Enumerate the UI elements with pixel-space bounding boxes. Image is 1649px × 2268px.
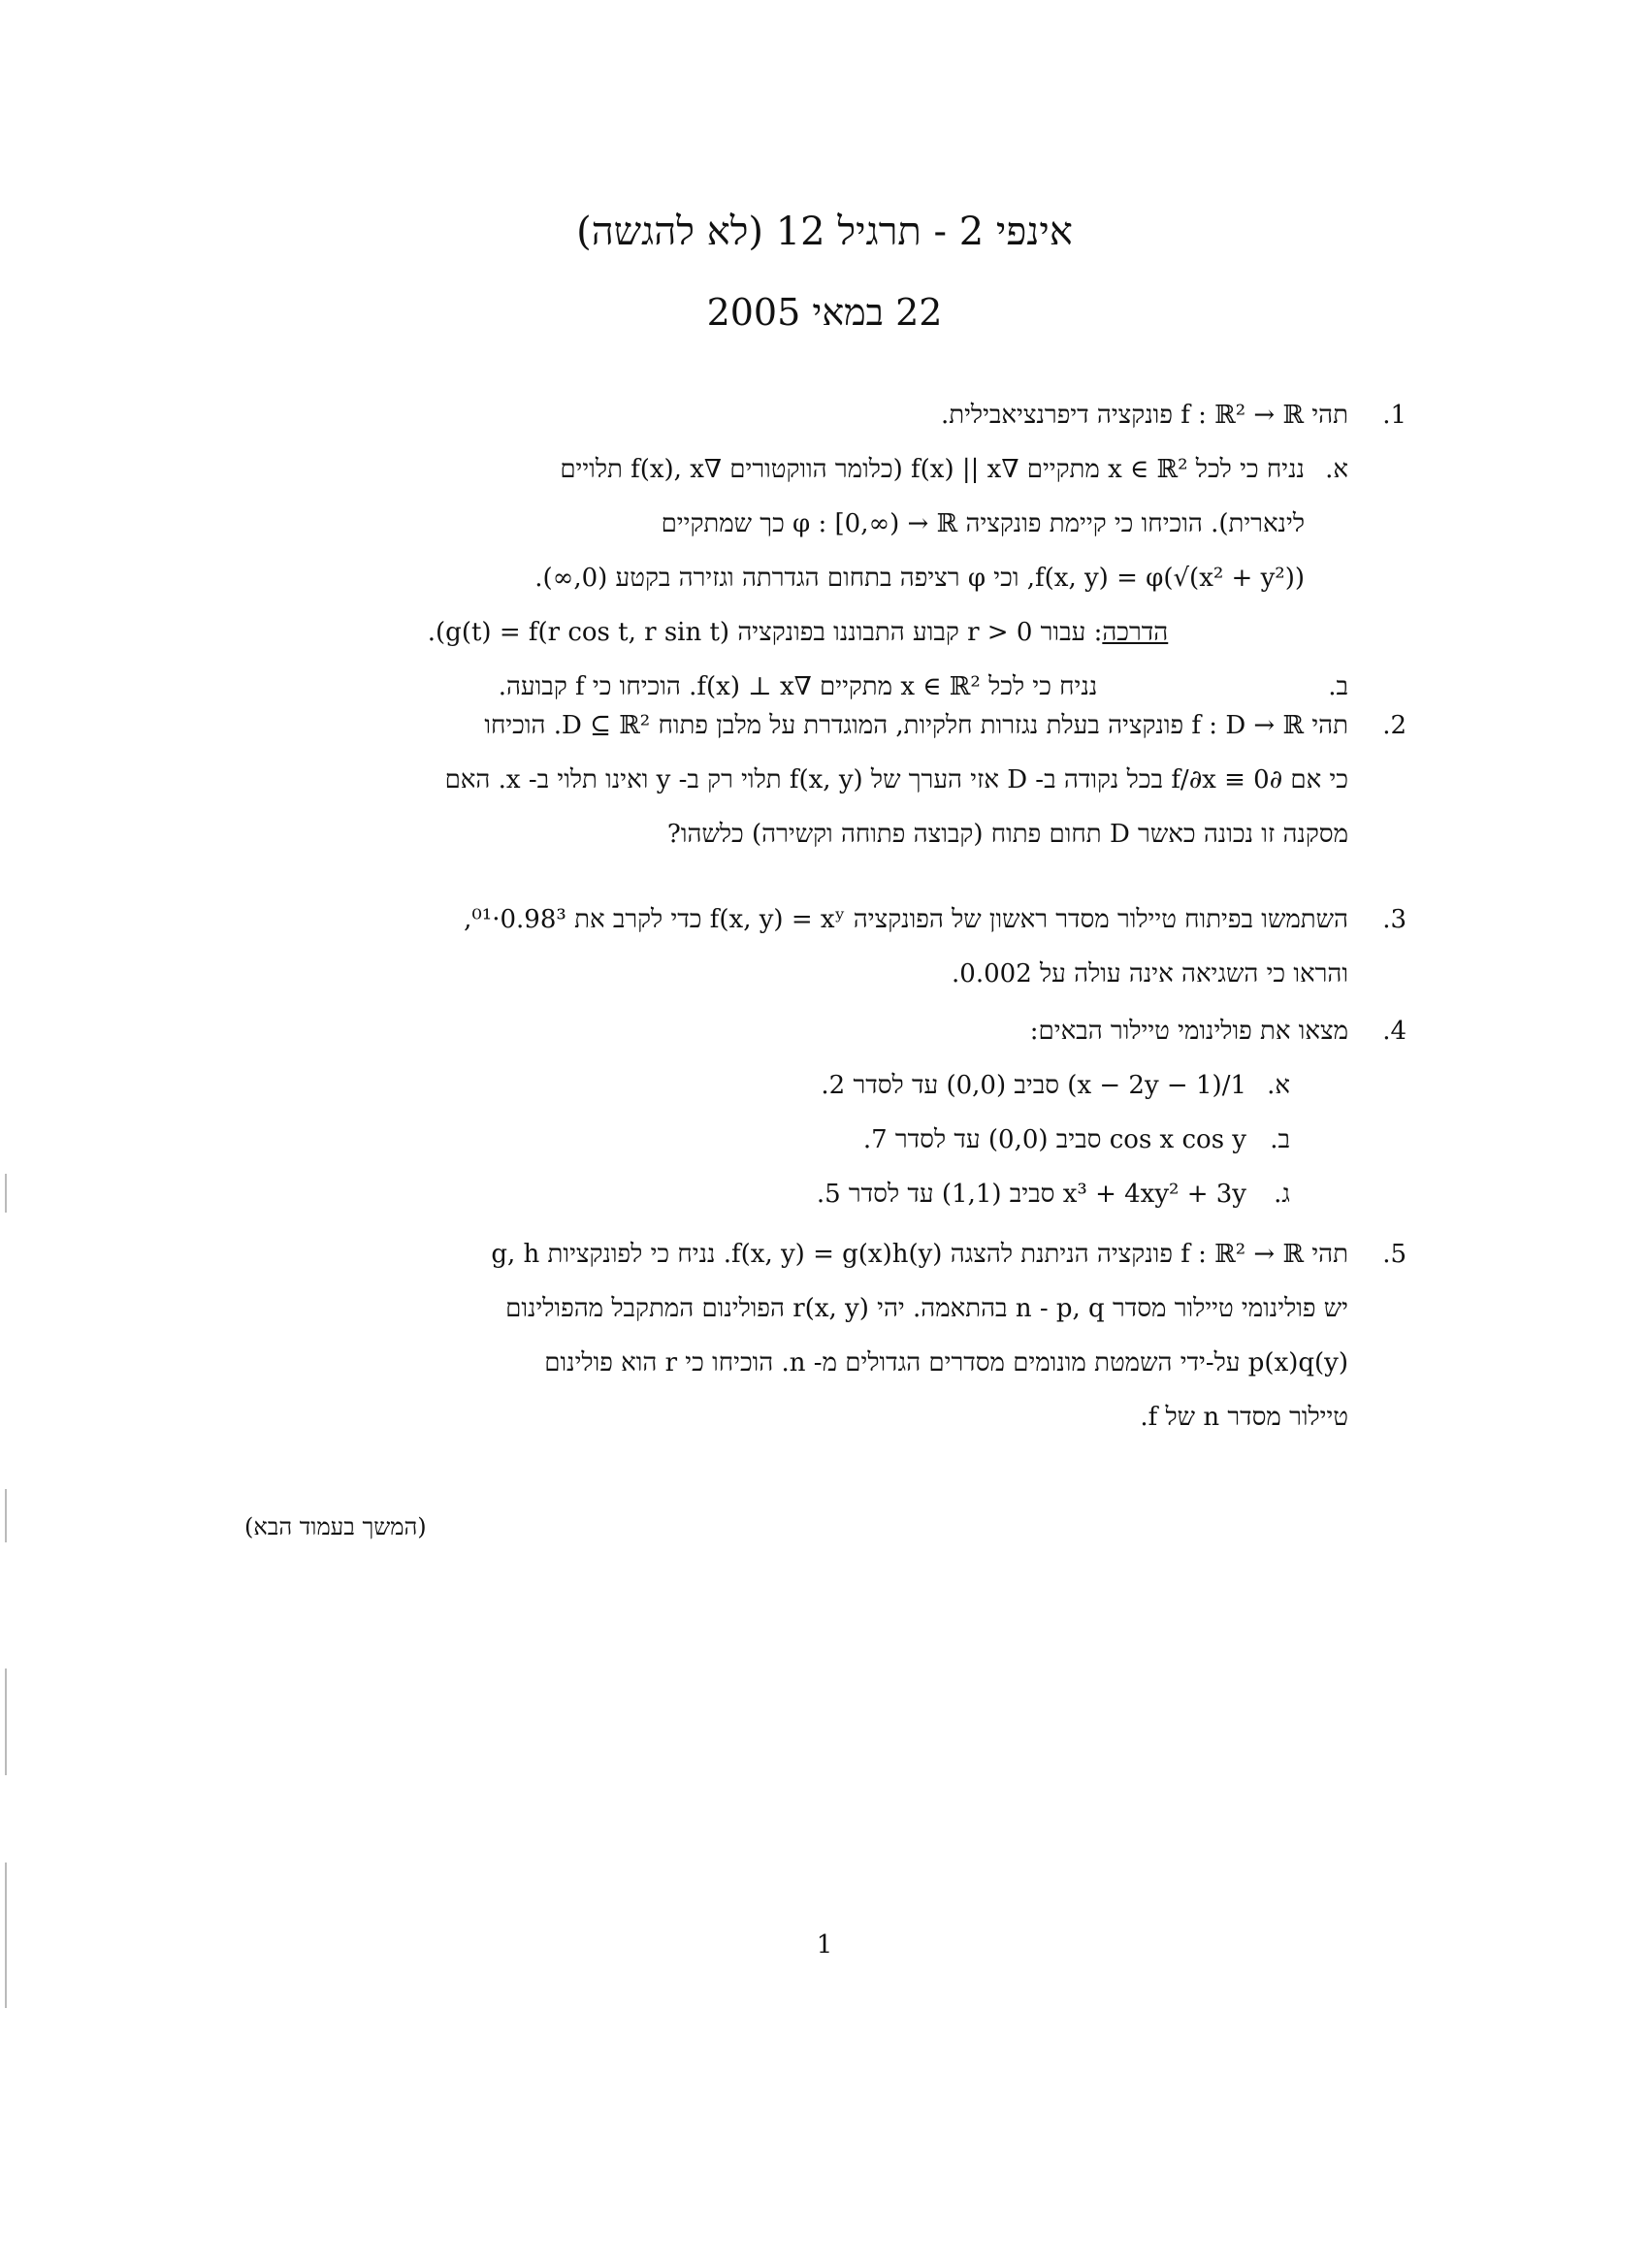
part-line: נניח כי לכל x ∈ ℝ² מתקיים ∇f(x) || x (כלומר הווקטורים ∇f(x), x תלויים (560, 455, 1305, 484)
problem-line: מסקנה זו נכונה כאשר D תחום פתוח (קבוצה פתוחה וקשירה) כלשהו? (666, 820, 1348, 849)
problem-line: השתמשו בפיתוח טיילור מסדר ראשון של הפונקציה f(x, y) = xʸ כדי לקרב את 0.98³·⁰¹, (464, 905, 1348, 934)
problem-number: 1. (1382, 401, 1406, 430)
list-item (291, 1167, 1290, 1221)
problem-line: תהי f : D → ℝ פונקציה בעלת נגזרות חלקיות, המוגדרת על מלבן פתוח D ⊆ ℝ². הוכיחו (484, 711, 1348, 740)
problem-intro: מצאו את פולינומי טיילור הבאים: (1029, 1017, 1348, 1046)
list-item (291, 1058, 1290, 1113)
page-title: אינפי 2 - תרגיל 12 (לא להגשה) (576, 210, 1073, 254)
problem-number: 2. (1382, 711, 1406, 740)
scan-artifact (5, 1174, 7, 1213)
list-item (291, 1113, 1290, 1167)
problem-line: והראו כי השגיאה אינה עולה על 0.002. (952, 959, 1348, 988)
problem-2 (291, 698, 1406, 861)
continued-note: (המשך בעמוד הבא) (244, 1513, 427, 1540)
problem-4 (291, 1004, 1406, 1221)
problem-line: טיילור מסדר n של f. (1140, 1403, 1348, 1432)
hint-line (291, 605, 1305, 660)
part-label: א. (1325, 455, 1348, 484)
problem-number: 4. (1382, 1017, 1406, 1046)
item-label: א. (1267, 1071, 1290, 1100)
problem-line: תהי f : ℝ² → ℝ פונקציה הניתנת להצגה f(x, y) = g(x)h(y). נניח כי לפונקציות g, h (491, 1240, 1348, 1269)
problem-line: יש פולינומי טיילור מסדר n - p, q בהתאמה. יהי r(x, y) הפולינום המתקבל מהפולינום (505, 1294, 1348, 1323)
part-line: f(x, y) = φ(√(x² + y²)), וכי φ רציפה בתחום הגדרתה וגזירה בקטע (0,∞). (534, 564, 1305, 593)
item-text: 1/(1 − x − 2y) סביב (0,0) עד לסדר 2. (821, 1071, 1246, 1100)
part-line: נניח כי לכל x ∈ ℝ² מתקיים ∇f(x) ⊥ x. הוכיחו כי f קבועה. (498, 672, 1098, 701)
problem-intro: תהי f : ℝ² → ℝ פונקציה דיפרנציאבילית. (940, 401, 1348, 430)
part-line: לינארית). הוכיחו כי קיימת פונקציה φ : [0,∞) → ℝ כך שמתקיים (661, 509, 1305, 538)
hint-label: הדרכה (1102, 618, 1169, 647)
page-date: 22 במאי 2005 (706, 291, 943, 334)
problem-number: 5. (1382, 1240, 1406, 1269)
problem-3 (291, 892, 1406, 1001)
item-text: cos x cos y סביב (0,0) עד לסדר 7. (862, 1125, 1246, 1154)
problem-5 (291, 1227, 1406, 1444)
scan-artifact (5, 1669, 7, 1775)
part-label: ב. (1328, 672, 1348, 701)
problem-part (291, 442, 1348, 660)
page-number: 1 (816, 1930, 833, 1960)
scan-artifact (5, 1863, 7, 2008)
problem-line: כי אם ∂f/∂x ≡ 0 בכל נקודה ב- D אזי הערך של f(x, y) תלוי רק ב- y ואינו תלוי ב- x. האם (444, 765, 1348, 794)
item-label: ב. (1270, 1125, 1290, 1154)
scan-artifact (5, 1489, 7, 1542)
taylor-list (291, 1058, 1348, 1221)
hint-text: : עבור r > 0 קבוע התבוננו בפונקציה g(t) = f(r cos t, r sin t)). (427, 618, 1103, 647)
problem-line: p(x)q(y) על-ידי השמטת מונומים מסדרים הגדולים מ- n. הוכיחו כי r הוא פולינום (544, 1348, 1348, 1377)
problem-number: 3. (1382, 905, 1406, 934)
item-label: ג. (1274, 1180, 1290, 1209)
item-text: x³ + 4xy² + 3y סביב (1,1) עד לסדר 5. (816, 1180, 1246, 1209)
problem-1 (291, 388, 1406, 714)
